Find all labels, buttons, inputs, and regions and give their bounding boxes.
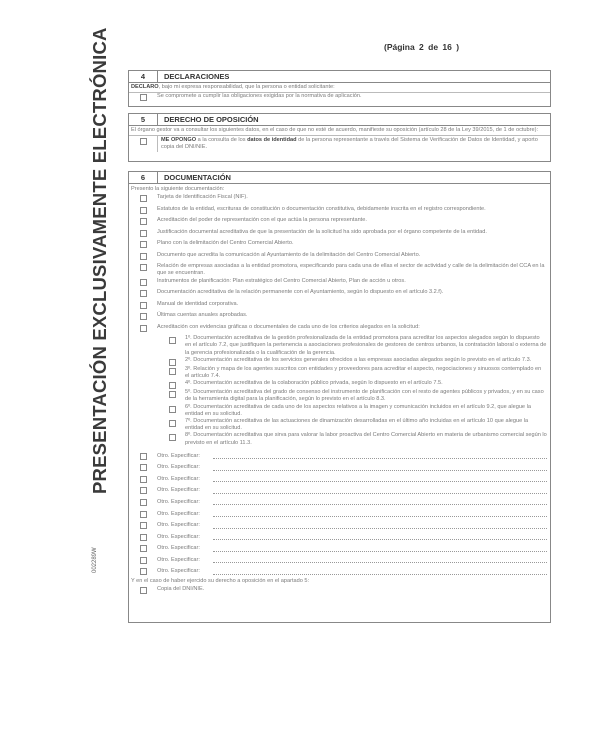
list-item bbox=[129, 586, 550, 598]
criteria-item bbox=[129, 366, 550, 380]
criteria-list bbox=[129, 335, 550, 447]
otro-especificar-row bbox=[129, 508, 550, 520]
checkbox[interactable] bbox=[140, 279, 147, 286]
checkbox[interactable] bbox=[169, 359, 176, 366]
section-documentacion bbox=[128, 171, 551, 623]
specify-field[interactable] bbox=[213, 464, 547, 471]
oposicion-text bbox=[157, 136, 550, 151]
otro-especificar-row bbox=[129, 554, 550, 566]
checkbox[interactable] bbox=[140, 195, 147, 202]
criteria-item bbox=[129, 432, 550, 446]
item-text: Tarjeta de Identificación Fiscal (NIF). bbox=[157, 194, 248, 201]
checkbox[interactable] bbox=[140, 325, 147, 332]
checkbox[interactable] bbox=[140, 534, 147, 541]
specify-field[interactable] bbox=[213, 556, 547, 563]
checkbox[interactable] bbox=[140, 587, 147, 594]
section-title: DERECHO DE OPOSICIÓN bbox=[164, 115, 259, 124]
item-text: Documentación acreditativa de la relación permanente con el Ayuntamiento, según lo dispuesto en el artículo 3.2.f). bbox=[157, 289, 444, 296]
section-title: DOCUMENTACIÓN bbox=[164, 173, 231, 182]
list-item bbox=[129, 240, 550, 252]
oposicion-text-1: a la consulta de los bbox=[196, 137, 248, 144]
declaro-bold: DECLARO bbox=[131, 84, 159, 90]
criteria-text: 8º. Documentación acreditativa que sirva para valorar la labor proactiva del Centro Comercial Abierto en materia de urbanismo comercial según lo previsto en el artículo 11.3. bbox=[185, 432, 547, 446]
checkbox[interactable] bbox=[169, 382, 176, 389]
checkbox[interactable] bbox=[169, 406, 176, 413]
section-header bbox=[129, 114, 550, 126]
criteria-text: 5º. Documentación acreditativa del grado de consenso del instrumento de planificación con el resto de agentes públicos y privados, y en su caso de la herramienta digital para la planificación, según lo previsto en el artículo 8.3. bbox=[185, 389, 544, 403]
checkbox[interactable] bbox=[140, 264, 147, 271]
checkbox[interactable] bbox=[169, 368, 176, 375]
checkbox[interactable] bbox=[140, 568, 147, 575]
item-text: Manual de identidad corporativa. bbox=[157, 300, 239, 307]
documentacion-intro: Presento la siguiente documentación: bbox=[131, 186, 225, 192]
datos-identidad-bold: datos de identidad bbox=[247, 137, 297, 144]
checkbox[interactable] bbox=[140, 511, 147, 518]
otro-label: Otro. Especificar: bbox=[157, 510, 200, 517]
otro-label: Otro. Especificar: bbox=[157, 464, 200, 471]
page-number: (Página 2 de 16 ) bbox=[384, 42, 460, 52]
checkbox[interactable] bbox=[140, 207, 147, 214]
form-code: 002289W bbox=[92, 547, 98, 573]
section-number: 6 bbox=[129, 172, 158, 183]
list-item bbox=[129, 194, 550, 206]
list-item bbox=[129, 217, 550, 229]
specify-field[interactable] bbox=[213, 533, 547, 540]
criteria-item bbox=[129, 335, 550, 357]
otro-especificar-row bbox=[129, 450, 550, 462]
checkbox[interactable] bbox=[140, 218, 147, 225]
section-derecho-oposicion bbox=[128, 113, 551, 162]
checkbox[interactable] bbox=[140, 476, 147, 483]
otro-especificar-row bbox=[129, 531, 550, 543]
list-item bbox=[129, 229, 550, 241]
otro-especificar-row bbox=[129, 485, 550, 497]
otro-especificar-row bbox=[129, 473, 550, 485]
otro-label: Otro. Especificar: bbox=[157, 498, 200, 505]
otro-label: Otro. Especificar: bbox=[157, 568, 200, 575]
criteria-item bbox=[129, 389, 550, 403]
list-item bbox=[129, 252, 550, 264]
checkbox[interactable] bbox=[140, 302, 147, 309]
item-text: Estatutos de la entidad, escrituras de constitución o documentación constitutiva, debidamente inscrita en el registro correspondiente. bbox=[157, 205, 486, 212]
side-title: PRESENTACIÓN EXCLUSIVAMENTE ELECTRÓNICA bbox=[89, 27, 110, 494]
checkbox[interactable] bbox=[140, 313, 147, 320]
section-declaraciones bbox=[128, 70, 551, 107]
specify-field[interactable] bbox=[213, 498, 547, 505]
item-text: Instrumentos de planificación: Plan estratégico del Centro Comercial Abierto, Plan de acción u otros. bbox=[157, 277, 406, 284]
me-opongo-bold: ME OPONGO bbox=[161, 137, 197, 144]
criteria-text: 4º. Documentación acreditativa de la colaboración público privada, según lo dispuesto en el artículo 7.5. bbox=[185, 380, 443, 387]
criteria-item bbox=[129, 357, 550, 366]
checkbox[interactable] bbox=[140, 453, 147, 460]
item-text: Relación de empresas asociadas a la entidad promotora, especificando para cada una de ellas el sector de actividad y calle de la delimitación del CCA en la que se encuentran. bbox=[157, 263, 545, 277]
otro-especificar-row bbox=[129, 519, 550, 531]
declaro-rest: , bajo mi expresa responsabilidad, que la persona o entidad solicitante: bbox=[158, 84, 335, 90]
other-documents-list bbox=[129, 450, 550, 578]
item-text: Acreditación con evidencias gráficas o documentales de cada uno de los criterios alegados en la solicitud: bbox=[157, 323, 420, 330]
checkbox[interactable] bbox=[140, 138, 147, 145]
checkbox[interactable] bbox=[140, 545, 147, 552]
specify-field[interactable] bbox=[213, 510, 547, 517]
checkbox[interactable] bbox=[140, 94, 147, 101]
list-item bbox=[129, 301, 550, 313]
otro-especificar-row bbox=[129, 566, 550, 578]
criteria-item bbox=[129, 404, 550, 418]
item-text: Últimas cuentas anuales aprobadas. bbox=[157, 312, 248, 319]
oposicion-footnote: Y en el caso de haber ejercido su derecho a oposición en el apartado 5: bbox=[131, 578, 310, 585]
criteria-text: 7º. Documentación acreditativa de las actuaciones de dinamización desarrolladas en el último año incluidas en el artículo 10 que alegue la entidad en su solicitud. bbox=[185, 417, 529, 432]
item-text: Plano con la delimitación del Centro Comercial Abierto. bbox=[157, 240, 294, 247]
section-header bbox=[129, 172, 550, 184]
list-item bbox=[129, 136, 550, 151]
otro-label: Otro. Especificar: bbox=[157, 545, 200, 552]
checkbox[interactable] bbox=[169, 420, 176, 427]
item-text: Justificación documental acreditativa de que la presentación de la solicitud ha sido aprobada por el órgano competente de la entidad. bbox=[157, 228, 487, 235]
checkbox[interactable] bbox=[169, 337, 176, 344]
section-title: DECLARACIONES bbox=[164, 72, 230, 81]
otro-especificar-row bbox=[129, 496, 550, 508]
checkbox[interactable] bbox=[140, 241, 147, 248]
list-item bbox=[129, 278, 550, 290]
list-item bbox=[129, 92, 550, 103]
item-text: Documento que acredita la comunicación al Ayuntamiento de la delimitación del Centro Comercial Abierto. bbox=[157, 251, 421, 258]
otro-label: Otro. Especificar: bbox=[157, 533, 200, 540]
checkbox[interactable] bbox=[140, 230, 147, 237]
checkbox[interactable] bbox=[140, 290, 147, 297]
checkbox[interactable] bbox=[140, 499, 147, 506]
list-item bbox=[129, 312, 550, 324]
specify-field[interactable] bbox=[213, 452, 547, 459]
specify-field[interactable] bbox=[213, 568, 547, 575]
specify-field[interactable] bbox=[213, 545, 547, 552]
item-text: Se compromete a cumplir las obligaciones exigidas por la normativa de aplicación. bbox=[157, 93, 362, 100]
list-item bbox=[129, 206, 550, 218]
otro-label: Otro. Especificar: bbox=[157, 522, 200, 529]
otro-label: Otro. Especificar: bbox=[157, 487, 200, 494]
checkbox[interactable] bbox=[140, 557, 147, 564]
item-text: Acreditación del poder de representación con el que actúa la persona representante. bbox=[157, 217, 367, 224]
criteria-text: 2º. Documentación acreditativa de los servicios generales ofrecidos a las empresas asociadas alegados según lo previsto en el artículo 7.3. bbox=[185, 356, 532, 363]
item-text: Copia del DNI/NIE. bbox=[157, 586, 205, 593]
checkbox[interactable] bbox=[140, 522, 147, 529]
checkbox[interactable] bbox=[140, 487, 147, 494]
oposicion-intro: El órgano gestor va a consultar los siguientes datos, en el caso de que no esté de acuerdo, manifieste su oposición (artículo 28 de la Ley 39/2015, de 1 de octubre): bbox=[129, 126, 550, 136]
checkbox[interactable] bbox=[140, 464, 147, 471]
specify-field[interactable] bbox=[213, 522, 547, 529]
section-number: 5 bbox=[129, 114, 158, 125]
otro-label: Otro. Especificar: bbox=[157, 556, 200, 563]
section-header bbox=[129, 71, 550, 83]
otro-especificar-row bbox=[129, 461, 550, 473]
otro-especificar-row bbox=[129, 543, 550, 555]
list-item bbox=[129, 289, 550, 301]
otro-label: Otro. Especificar: bbox=[157, 452, 200, 459]
checkbox[interactable] bbox=[169, 391, 176, 398]
section-number: 4 bbox=[129, 71, 158, 82]
criteria-text: 6º. Documentación acreditativa de cada uno de los aspectos relativos a la imagen y comunicación incluidos en el artículo 9.2, que alegue la entidad en su solicitud. bbox=[185, 403, 531, 417]
oposicion-text-2: de la persona representante a través del Sistema de Verificación de Datos de Identidad, y aporto copia del DNI/NIE. bbox=[161, 137, 538, 151]
documentation-list bbox=[129, 194, 550, 335]
criteria-item bbox=[129, 418, 550, 432]
specify-field[interactable] bbox=[213, 475, 547, 482]
checkbox[interactable] bbox=[140, 253, 147, 260]
checkbox[interactable] bbox=[169, 434, 176, 441]
specify-field[interactable] bbox=[213, 487, 547, 494]
criteria-text: 1º. Documentación acreditativa de la gestión profesionalizada de la entidad promotora para acreditar los aspectos alegados según lo dispuesto en el artículo 7.2, que justifiquen la pertenencia a asociaciones profesionales de gestores de centros urbanos, la contratación laboral o externa de la gerencia profesionalizada o la cualificación de la gerencia. bbox=[185, 335, 547, 356]
declaro-text bbox=[129, 83, 550, 91]
otro-label: Otro. Especificar: bbox=[157, 475, 200, 482]
criteria-item bbox=[129, 380, 550, 389]
list-item bbox=[129, 263, 550, 277]
criteria-text: 3º. Relación y mapa de los agentes suscritos con entidades y proveedores para acreditar el aspecto, negociaciones y sinuosos contemplado en el artículo 7.4. bbox=[185, 365, 542, 379]
list-item bbox=[129, 324, 550, 336]
